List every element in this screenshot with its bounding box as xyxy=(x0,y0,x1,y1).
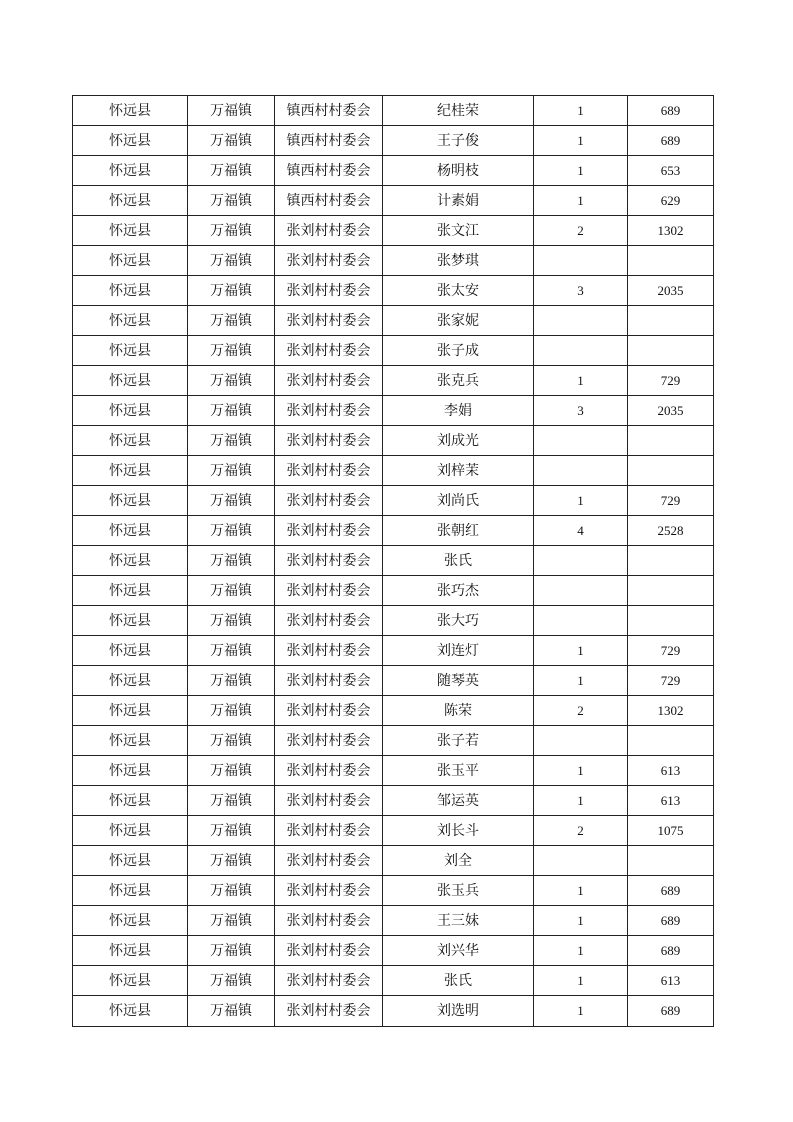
amount-cell: 689 xyxy=(628,906,714,936)
village-committee-cell: 镇西村村委会 xyxy=(275,186,383,216)
name-cell: 刘长斗 xyxy=(383,816,534,846)
village-committee-cell: 张刘村村委会 xyxy=(275,996,383,1027)
county-cell: 怀远县 xyxy=(73,246,188,276)
amount-cell xyxy=(628,456,714,486)
household-size-cell: 1 xyxy=(534,126,628,156)
household-size-cell: 4 xyxy=(534,516,628,546)
county-cell: 怀远县 xyxy=(73,396,188,426)
county-cell: 怀远县 xyxy=(73,366,188,396)
town-cell: 万福镇 xyxy=(188,906,275,936)
village-committee-cell: 张刘村村委会 xyxy=(275,786,383,816)
amount-cell: 2528 xyxy=(628,516,714,546)
name-cell: 张巧杰 xyxy=(383,576,534,606)
town-cell: 万福镇 xyxy=(188,726,275,756)
town-cell: 万福镇 xyxy=(188,336,275,366)
amount-cell: 689 xyxy=(628,996,714,1027)
household-size-cell: 1 xyxy=(534,786,628,816)
household-size-cell: 3 xyxy=(534,276,628,306)
county-cell: 怀远县 xyxy=(73,156,188,186)
village-committee-cell: 张刘村村委会 xyxy=(275,336,383,366)
county-cell: 怀远县 xyxy=(73,276,188,306)
table-row xyxy=(73,846,714,876)
name-cell: 刘连灯 xyxy=(383,636,534,666)
name-cell: 张梦琪 xyxy=(383,246,534,276)
name-cell: 杨明枝 xyxy=(383,156,534,186)
household-size-cell: 1 xyxy=(534,936,628,966)
household-size-cell: 1 xyxy=(534,186,628,216)
county-cell: 怀远县 xyxy=(73,696,188,726)
town-cell: 万福镇 xyxy=(188,426,275,456)
town-cell: 万福镇 xyxy=(188,276,275,306)
town-cell: 万福镇 xyxy=(188,846,275,876)
amount-cell xyxy=(628,576,714,606)
county-cell: 怀远县 xyxy=(73,96,188,126)
town-cell: 万福镇 xyxy=(188,486,275,516)
name-cell: 计素娟 xyxy=(383,186,534,216)
town-cell: 万福镇 xyxy=(188,606,275,636)
county-cell: 怀远县 xyxy=(73,216,188,246)
name-cell: 张太安 xyxy=(383,276,534,306)
table-row xyxy=(73,276,714,306)
amount-cell: 729 xyxy=(628,366,714,396)
amount-cell: 729 xyxy=(628,486,714,516)
amount-cell xyxy=(628,726,714,756)
household-size-cell: 2 xyxy=(534,816,628,846)
town-cell: 万福镇 xyxy=(188,96,275,126)
county-cell: 怀远县 xyxy=(73,906,188,936)
household-size-cell: 1 xyxy=(534,756,628,786)
amount-cell xyxy=(628,546,714,576)
household-size-cell: 1 xyxy=(534,876,628,906)
table-row xyxy=(73,876,714,906)
county-cell: 怀远县 xyxy=(73,606,188,636)
table-row xyxy=(73,636,714,666)
table-row xyxy=(73,366,714,396)
county-cell: 怀远县 xyxy=(73,546,188,576)
household-size-cell: 3 xyxy=(534,396,628,426)
village-committee-cell: 张刘村村委会 xyxy=(275,306,383,336)
town-cell: 万福镇 xyxy=(188,666,275,696)
table-row xyxy=(73,486,714,516)
village-committee-cell: 张刘村村委会 xyxy=(275,966,383,996)
county-cell: 怀远县 xyxy=(73,786,188,816)
household-size-cell: 1 xyxy=(534,996,628,1027)
town-cell: 万福镇 xyxy=(188,126,275,156)
county-cell: 怀远县 xyxy=(73,756,188,786)
village-committee-cell: 张刘村村委会 xyxy=(275,246,383,276)
county-cell: 怀远县 xyxy=(73,576,188,606)
amount-cell: 613 xyxy=(628,966,714,996)
household-size-cell xyxy=(534,606,628,636)
name-cell: 随琴英 xyxy=(383,666,534,696)
name-cell: 陈荣 xyxy=(383,696,534,726)
amount-cell xyxy=(628,306,714,336)
amount-cell xyxy=(628,426,714,456)
town-cell: 万福镇 xyxy=(188,966,275,996)
county-cell: 怀远县 xyxy=(73,816,188,846)
village-committee-cell: 张刘村村委会 xyxy=(275,876,383,906)
name-cell: 张文江 xyxy=(383,216,534,246)
village-committee-cell: 张刘村村委会 xyxy=(275,456,383,486)
table-row xyxy=(73,456,714,486)
amount-cell: 689 xyxy=(628,126,714,156)
village-committee-cell: 张刘村村委会 xyxy=(275,636,383,666)
county-cell: 怀远县 xyxy=(73,456,188,486)
name-cell: 王子俊 xyxy=(383,126,534,156)
name-cell: 刘成光 xyxy=(383,426,534,456)
name-cell: 张家妮 xyxy=(383,306,534,336)
table-row xyxy=(73,546,714,576)
table-row xyxy=(73,936,714,966)
village-committee-cell: 张刘村村委会 xyxy=(275,906,383,936)
household-size-cell xyxy=(534,246,628,276)
amount-cell xyxy=(628,606,714,636)
town-cell: 万福镇 xyxy=(188,576,275,606)
household-size-cell: 1 xyxy=(534,156,628,186)
name-cell: 刘兴华 xyxy=(383,936,534,966)
town-cell: 万福镇 xyxy=(188,936,275,966)
amount-cell: 729 xyxy=(628,636,714,666)
household-size-cell xyxy=(534,576,628,606)
table-row xyxy=(73,336,714,366)
town-cell: 万福镇 xyxy=(188,996,275,1027)
amount-cell xyxy=(628,246,714,276)
table-body xyxy=(73,96,714,1027)
village-committee-cell: 张刘村村委会 xyxy=(275,666,383,696)
village-committee-cell: 张刘村村委会 xyxy=(275,726,383,756)
name-cell: 张玉平 xyxy=(383,756,534,786)
county-cell: 怀远县 xyxy=(73,336,188,366)
table-row xyxy=(73,726,714,756)
town-cell: 万福镇 xyxy=(188,156,275,186)
table-row xyxy=(73,516,714,546)
household-size-cell: 1 xyxy=(534,966,628,996)
town-cell: 万福镇 xyxy=(188,756,275,786)
town-cell: 万福镇 xyxy=(188,696,275,726)
table-row xyxy=(73,786,714,816)
household-size-cell xyxy=(534,306,628,336)
amount-cell: 689 xyxy=(628,936,714,966)
household-size-cell: 2 xyxy=(534,696,628,726)
amount-cell: 1302 xyxy=(628,696,714,726)
name-cell: 张氏 xyxy=(383,546,534,576)
village-committee-cell: 张刘村村委会 xyxy=(275,756,383,786)
amount-cell: 613 xyxy=(628,756,714,786)
county-cell: 怀远县 xyxy=(73,996,188,1027)
county-cell: 怀远县 xyxy=(73,966,188,996)
town-cell: 万福镇 xyxy=(188,546,275,576)
name-cell: 刘选明 xyxy=(383,996,534,1027)
village-committee-cell: 张刘村村委会 xyxy=(275,846,383,876)
village-committee-cell: 张刘村村委会 xyxy=(275,606,383,636)
name-cell: 纪桂荣 xyxy=(383,96,534,126)
county-cell: 怀远县 xyxy=(73,666,188,696)
village-committee-cell: 镇西村村委会 xyxy=(275,96,383,126)
village-committee-cell: 张刘村村委会 xyxy=(275,516,383,546)
amount-cell: 629 xyxy=(628,186,714,216)
name-cell: 张子若 xyxy=(383,726,534,756)
table-row xyxy=(73,606,714,636)
name-cell: 张子成 xyxy=(383,336,534,366)
table-row xyxy=(73,996,714,1027)
county-cell: 怀远县 xyxy=(73,636,188,666)
table-row xyxy=(73,576,714,606)
table-row xyxy=(73,306,714,336)
town-cell: 万福镇 xyxy=(188,216,275,246)
village-committee-cell: 张刘村村委会 xyxy=(275,486,383,516)
name-cell: 张玉兵 xyxy=(383,876,534,906)
table-row xyxy=(73,126,714,156)
town-cell: 万福镇 xyxy=(188,816,275,846)
county-cell: 怀远县 xyxy=(73,516,188,546)
household-size-cell xyxy=(534,846,628,876)
amount-cell: 2035 xyxy=(628,276,714,306)
village-committee-cell: 张刘村村委会 xyxy=(275,276,383,306)
household-size-cell xyxy=(534,426,628,456)
household-size-cell xyxy=(534,726,628,756)
household-size-cell xyxy=(534,456,628,486)
village-committee-cell: 张刘村村委会 xyxy=(275,696,383,726)
beneficiary-table xyxy=(72,95,714,1027)
name-cell: 刘尚氏 xyxy=(383,486,534,516)
household-size-cell: 1 xyxy=(534,906,628,936)
table-row xyxy=(73,96,714,126)
name-cell: 张大巧 xyxy=(383,606,534,636)
household-size-cell: 1 xyxy=(534,96,628,126)
village-committee-cell: 张刘村村委会 xyxy=(275,216,383,246)
table-row xyxy=(73,906,714,936)
name-cell: 张朝红 xyxy=(383,516,534,546)
name-cell: 张克兵 xyxy=(383,366,534,396)
table-row xyxy=(73,966,714,996)
county-cell: 怀远县 xyxy=(73,306,188,336)
village-committee-cell: 张刘村村委会 xyxy=(275,396,383,426)
county-cell: 怀远县 xyxy=(73,186,188,216)
village-committee-cell: 张刘村村委会 xyxy=(275,816,383,846)
amount-cell: 689 xyxy=(628,96,714,126)
amount-cell xyxy=(628,336,714,366)
village-committee-cell: 张刘村村委会 xyxy=(275,576,383,606)
table-row xyxy=(73,666,714,696)
town-cell: 万福镇 xyxy=(188,876,275,906)
table-row xyxy=(73,246,714,276)
village-committee-cell: 张刘村村委会 xyxy=(275,546,383,576)
table-row xyxy=(73,426,714,456)
village-committee-cell: 张刘村村委会 xyxy=(275,426,383,456)
town-cell: 万福镇 xyxy=(188,636,275,666)
name-cell: 李娟 xyxy=(383,396,534,426)
county-cell: 怀远县 xyxy=(73,126,188,156)
county-cell: 怀远县 xyxy=(73,876,188,906)
amount-cell: 653 xyxy=(628,156,714,186)
village-committee-cell: 张刘村村委会 xyxy=(275,366,383,396)
household-size-cell: 1 xyxy=(534,666,628,696)
amount-cell: 1302 xyxy=(628,216,714,246)
household-size-cell xyxy=(534,546,628,576)
town-cell: 万福镇 xyxy=(188,396,275,426)
name-cell: 刘全 xyxy=(383,846,534,876)
county-cell: 怀远县 xyxy=(73,726,188,756)
table-row xyxy=(73,216,714,246)
village-committee-cell: 张刘村村委会 xyxy=(275,936,383,966)
document-page xyxy=(72,95,714,1027)
household-size-cell: 1 xyxy=(534,366,628,396)
table-row xyxy=(73,696,714,726)
town-cell: 万福镇 xyxy=(188,246,275,276)
town-cell: 万福镇 xyxy=(188,306,275,336)
household-size-cell: 1 xyxy=(534,636,628,666)
name-cell: 邹运英 xyxy=(383,786,534,816)
name-cell: 刘梓茉 xyxy=(383,456,534,486)
county-cell: 怀远县 xyxy=(73,426,188,456)
amount-cell: 689 xyxy=(628,876,714,906)
county-cell: 怀远县 xyxy=(73,846,188,876)
town-cell: 万福镇 xyxy=(188,786,275,816)
village-committee-cell: 镇西村村委会 xyxy=(275,156,383,186)
county-cell: 怀远县 xyxy=(73,486,188,516)
amount-cell: 2035 xyxy=(628,396,714,426)
household-size-cell: 1 xyxy=(534,486,628,516)
household-size-cell: 2 xyxy=(534,216,628,246)
village-committee-cell: 镇西村村委会 xyxy=(275,126,383,156)
amount-cell: 1075 xyxy=(628,816,714,846)
amount-cell: 613 xyxy=(628,786,714,816)
amount-cell xyxy=(628,846,714,876)
name-cell: 张氏 xyxy=(383,966,534,996)
town-cell: 万福镇 xyxy=(188,456,275,486)
town-cell: 万福镇 xyxy=(188,516,275,546)
county-cell: 怀远县 xyxy=(73,936,188,966)
table-row xyxy=(73,816,714,846)
table-row xyxy=(73,186,714,216)
table-row xyxy=(73,396,714,426)
household-size-cell xyxy=(534,336,628,366)
table-row xyxy=(73,756,714,786)
name-cell: 王三妹 xyxy=(383,906,534,936)
table-row xyxy=(73,156,714,186)
town-cell: 万福镇 xyxy=(188,366,275,396)
amount-cell: 729 xyxy=(628,666,714,696)
town-cell: 万福镇 xyxy=(188,186,275,216)
